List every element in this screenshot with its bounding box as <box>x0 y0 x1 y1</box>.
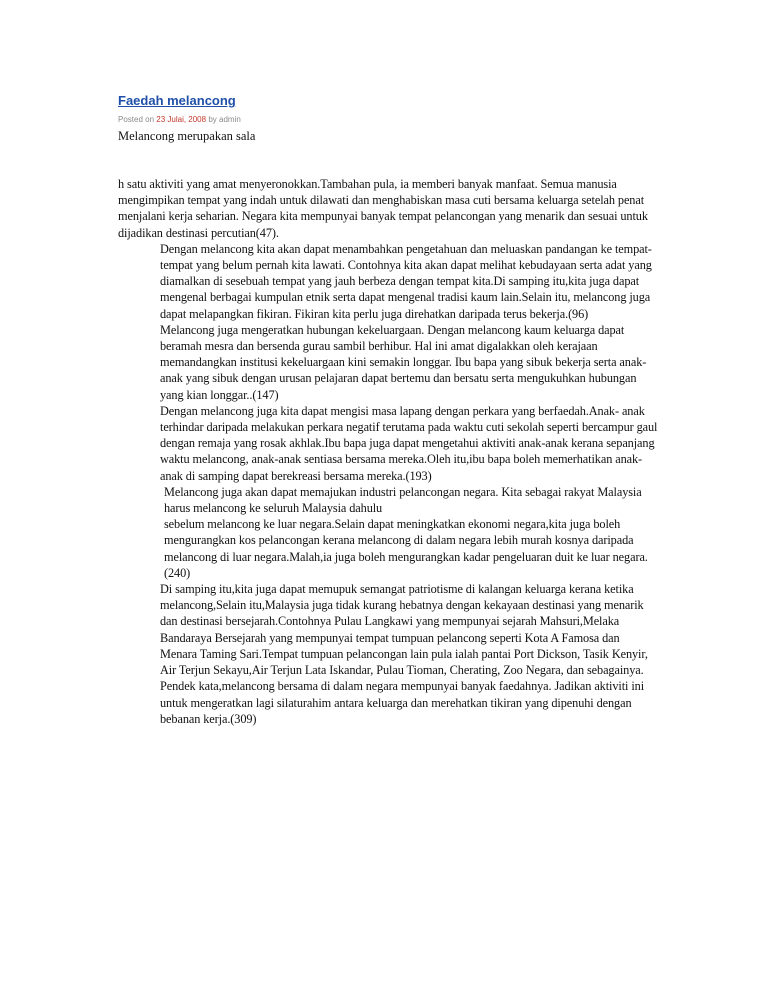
post-date-link[interactable]: 23 Julai, 2008 <box>156 115 207 124</box>
paragraph-3: Melancong juga mengeratkan hubungan kekeluargaan. Dengan melancong kaum keluarga dapat beramah mesra dan bersenda gurau sambil berhibur. Hal ini amat digalakkan oleh kerajaan memandangkan institusi kekeluargaan kini semakin longgar. Ibu bapa yang sibuk bekerja serta anak-anak yang sibuk dengan urusan pelajaran dapat bertemu dan bersatu serta mengukuhkan hubungan yang kian longgar..(147) <box>160 322 647 402</box>
post-author: by admin <box>208 115 241 124</box>
posted-on-label: Posted on <box>118 115 155 124</box>
paragraph-7: Di samping itu,kita juga dapat memupuk semangat patriotisme di kalangan keluarga kerana ketika melancong,Selain itu,Malaysia juga tidak kurang hebatnya dengan kekayaan destinasi yang menarik dan destinasi bersejarah.Contohnya Pulau Langkawi yang mempunyai sejarah Mahsuri,Melaka Bandaraya Bersejarah yang mempunyai tempat tumpuan pelancong seperti Kota A Famosa dan Menara Taming Sari.Tempat tumpuan pelancongan lain pula ialah pantai Port Dickson, Tasik Kenyir, Air Terjun Sekayu,Air Terjun Lata Iskandar, Pulau Tioman, Cherating, Zoo Negara, dan sebagainya. <box>160 582 648 678</box>
post-title-link[interactable]: Faedah melancong <box>118 93 236 108</box>
post-intro: Melancong merupakan sala <box>118 129 256 143</box>
paragraph-6: sebelum melancong ke luar negara.Selain dapat meningkatkan ekonomi negara,kita juga boleh mengurangkan kos pelancongan kerana melancong di dalam negara lebih murah kosnya daripada melancong di luar negara.Malah,ia juga boleh mengurangkan kadar pengeluaran duit ke luar negara.(240) <box>164 517 648 580</box>
article-body <box>118 176 658 727</box>
post-meta <box>118 115 658 125</box>
paragraph-4: Dengan melancong juga kita dapat mengisi masa lapang dengan perkara yang berfaedah.Anak- anak terhindar daripada melakukan perkara negatif terutama pada waktu cuti sekolah seperti bercampur gaul dengan remaja yang rosak akhlak.Ibu bapa juga dapat mengetahui aktiviti anak-anak kerana sepanjang waktu melancong, anak-anak sentiasa bersama mereka.Oleh itu,ibu bapa boleh memerhatikan anak-anak di samping dapat berekreasi bersama mereka.(193) <box>160 403 658 483</box>
paragraph-8: Pendek kata,melancong bersama di dalam negara mempunyai banyak faedahnya. Jadikan aktiviti ini untuk mengeratkan lagi silaturahim antara keluarga dan merehatkan tikiran yang dipenuhi dengan bebanan kerja.(309) <box>160 679 645 726</box>
paragraph-5: Melancong juga akan dapat memajukan industri pelancongan negara. Kita sebagai rakyat Malaysia harus melancong ke seluruh Malaysia dahulu <box>164 484 642 516</box>
post-header <box>118 92 658 144</box>
paragraph-1: h satu aktiviti yang amat menyeronokkan.Tambahan pula, ia memberi banyak manfaat. Semua manusia mengimpikan tempat yang indah untuk dilawati dan menghabiskan masa cuti bersama keluarga setelah penat menjalani kerja seharian. Negara kita mempunyai banyak tempat pelancongan yang menarik dan sesuai untuk dijadikan destinasi percutian(47). <box>118 177 648 240</box>
paragraph-2: Dengan melancong kita akan dapat menambahkan pengetahuan dan meluaskan pandangan ke tempat-tempat yang belum pernah kita lawati. Contohnya kita akan dapat melihat kebudayaan serta adat yang diamalkan di sesebuah tempat yang jauh berbeza dengan tempat kita.Di samping itu,kita juga dapat mengenal berbagai kumpulan etnik serta dapat mengenal tradisi kaum lain.Selain itu, melancong juga dapat melapangkan fikiran. Fikiran kita perlu juga direhatkan daripada terus bekerja.(96) <box>160 241 652 321</box>
